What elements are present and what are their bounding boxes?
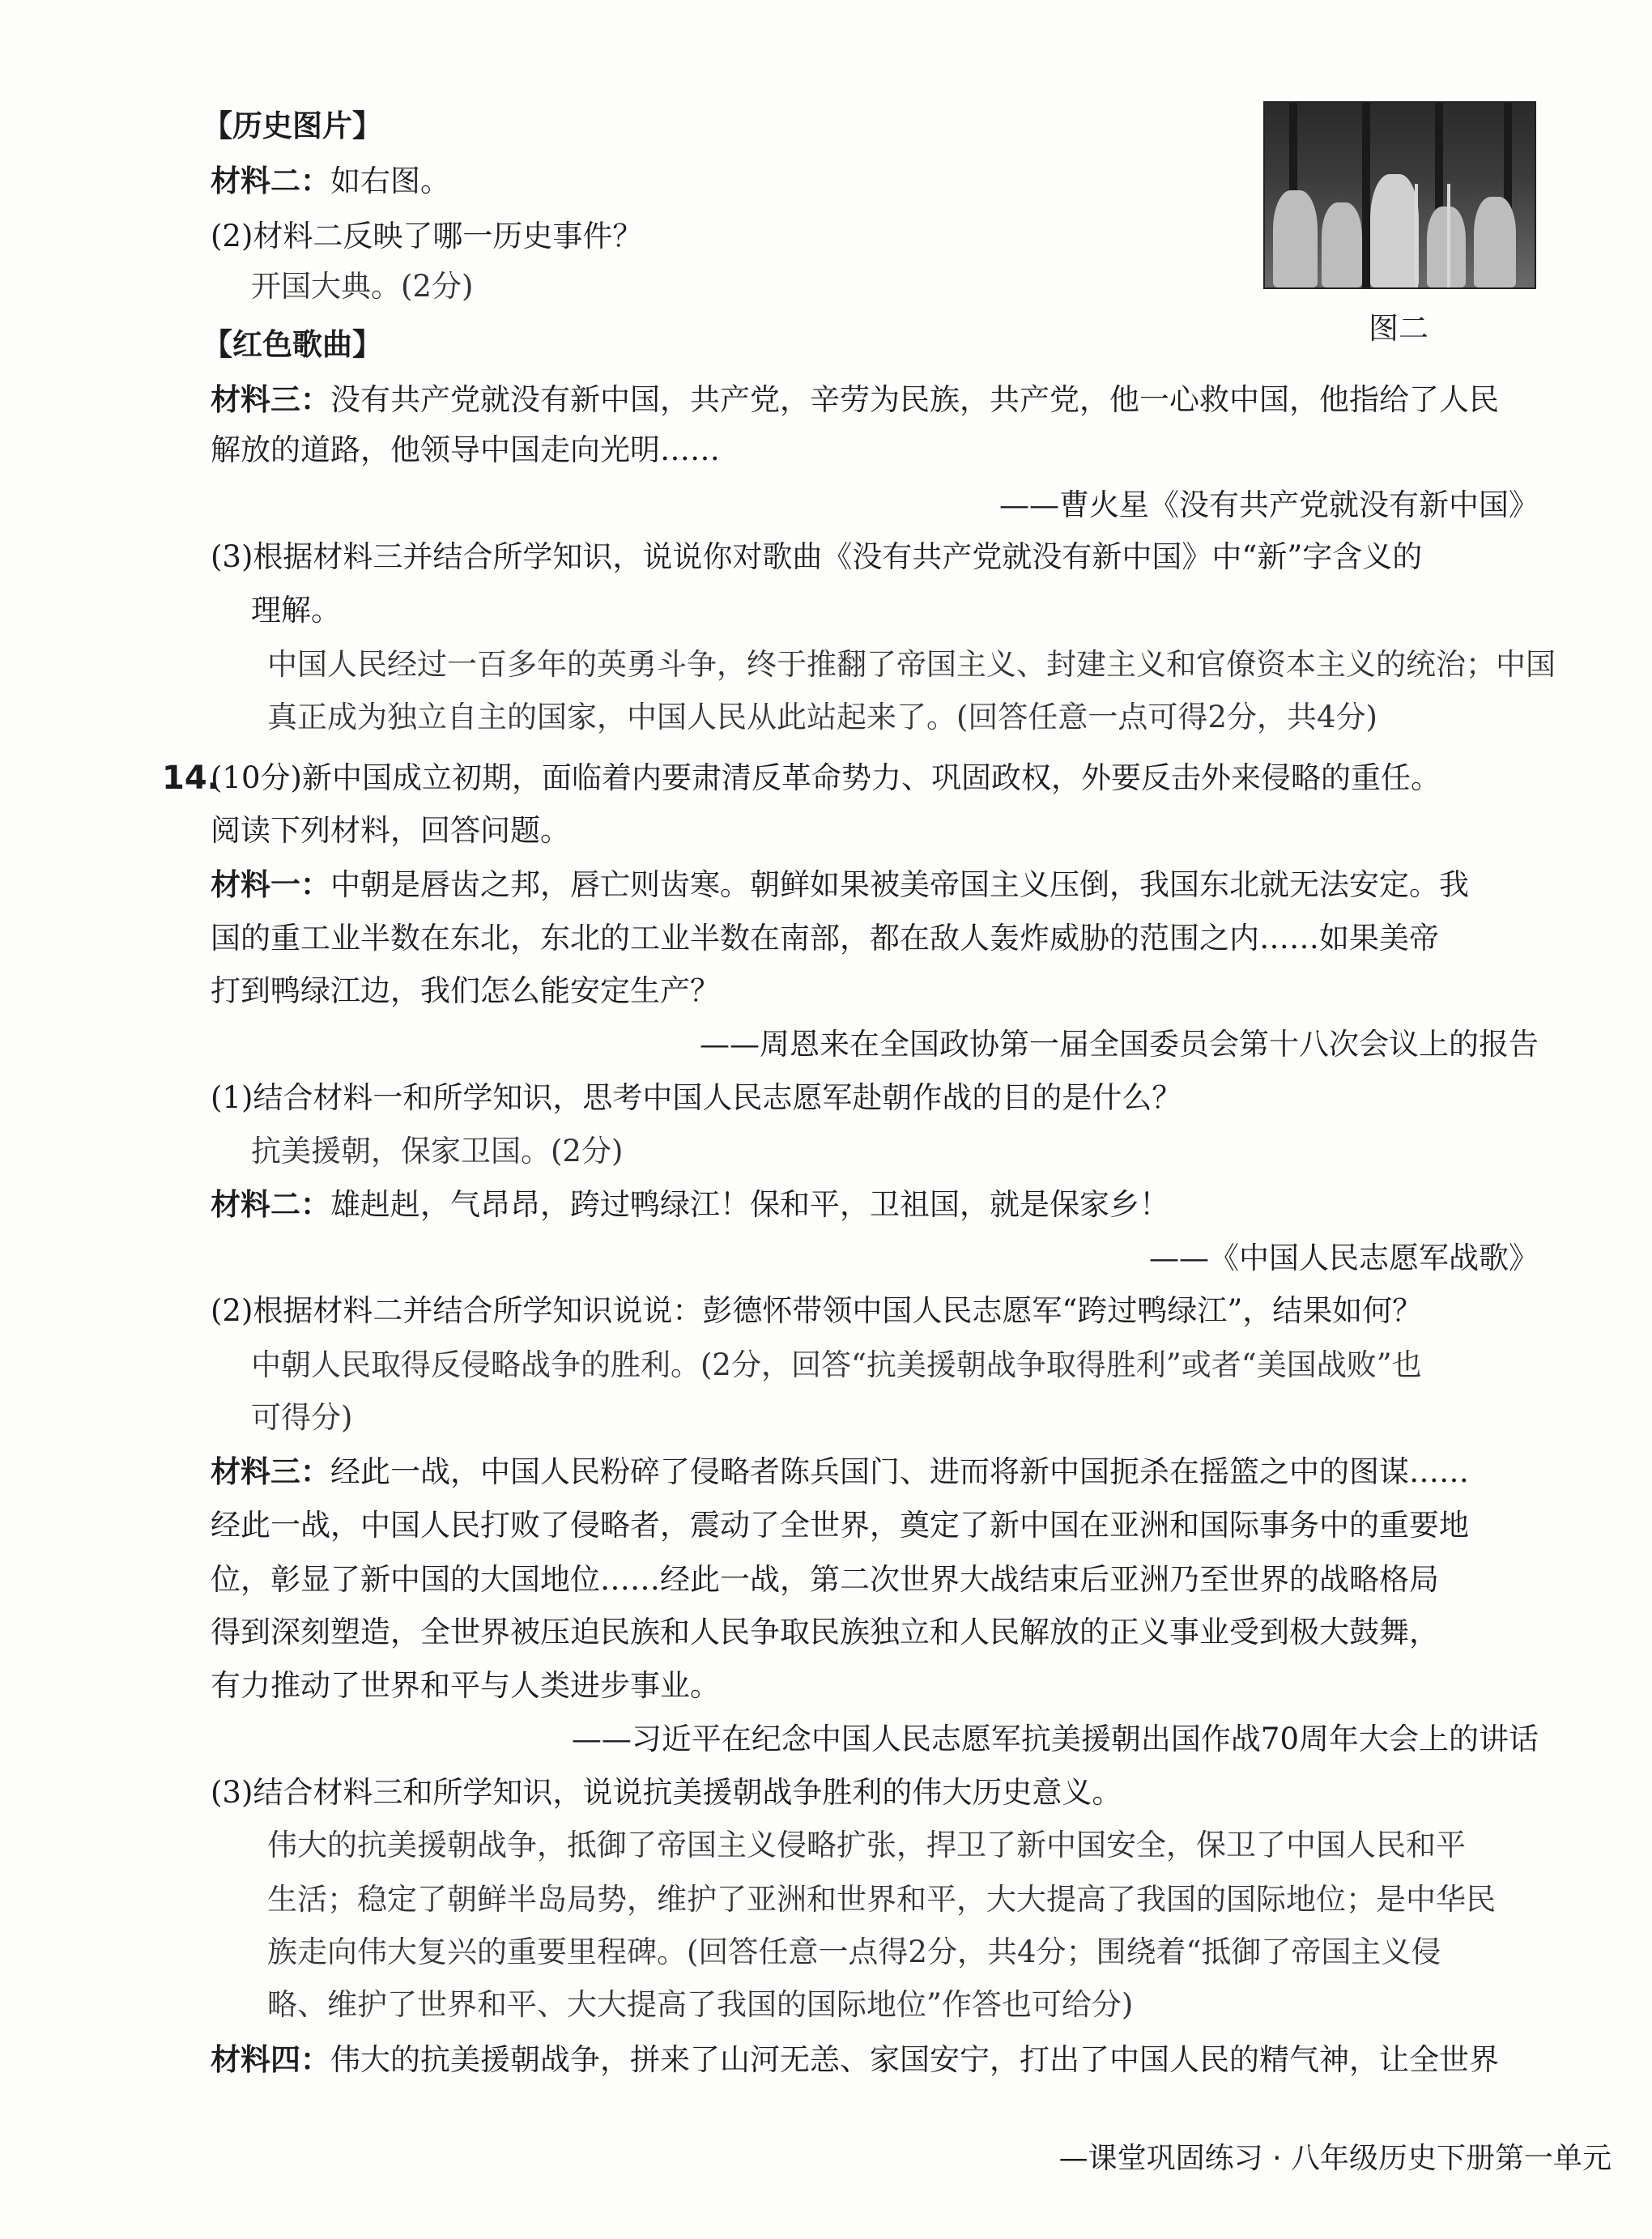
material-label: 材料一：: [211, 867, 330, 902]
material-text: 如右图。: [330, 164, 450, 198]
figure-caption: 图二: [1369, 311, 1428, 346]
question-3-line-2: 理解。: [251, 593, 341, 628]
material-label: 材料二：: [211, 1187, 330, 1222]
q14-material-2-source: ——《中国人民志愿军战歌》: [1149, 1241, 1539, 1275]
q14-question-2: (2)根据材料二并结合所学知识说说：彭德怀带领中国人民志愿军“跨过鸭绿江”，结果如何？: [211, 1293, 1423, 1328]
answer-3-line-1: 中国人民经过一百多年的英勇斗争，终于推翻了帝国主义、封建主义和官僚资本主义的统治；中国: [267, 647, 1556, 682]
q14-question-1: (1)结合材料一和所学知识，思考中国人民志愿军赴朝作战的目的是什么？: [211, 1080, 1182, 1115]
material-3-source: ——曹火星《没有共产党就没有新中国》: [999, 487, 1539, 522]
material-text: 没有共产党就没有新中国，共产党，辛劳为民族，共产党，他一心救中国，他指给了人民: [330, 382, 1499, 417]
material-3-line-1: [211, 379, 1583, 421]
q14-answer-3-line-4: 略、维护了世界和平、大大提高了我国的国际地位”作答也可给分): [267, 1987, 1134, 2022]
q14-material-4-line-1: [211, 2039, 1583, 2081]
material-3-line-2: 解放的道路，他领导中国走向光明……: [211, 432, 720, 467]
material-label: 材料三：: [211, 382, 330, 417]
q14-material-3-line-4: 得到深刻塑造，全世界被压迫民族和人民争取民族独立和人民解放的正义事业受到极大鼓舞，: [211, 1615, 1439, 1649]
q14-answer-3-line-3: 族走向伟大复兴的重要里程碑。(回答任意一点得2分，共4分；围绕着“抵御了帝国主义侵: [267, 1935, 1441, 1969]
question-14-line-1: (10分)新中国成立初期，面临着内要肃清反革命势力、巩固政权，外要反击外来侵略的重任。: [211, 760, 1441, 795]
q14-answer-1: 抗美援朝，保家卫国。(2分): [251, 1134, 624, 1168]
q14-material-3-line-5: 有力推动了世界和平与人类进步事业。: [211, 1668, 720, 1703]
material-text: 中朝是唇齿之邦，唇亡则齿寒。朝鲜如果被美帝国主义压倒，我国东北就无法安定。我: [330, 867, 1469, 902]
q14-material-1-line-3: 打到鸭绿江边，我们怎么能安定生产？: [211, 973, 720, 1008]
material-text: 经此一战，中国人民粉碎了侵略者陈兵国门、进而将新中国扼杀在摇篮之中的图谋……: [330, 1454, 1469, 1489]
q14-answer-2-line-2: 可得分): [251, 1400, 353, 1435]
q14-material-1-line-1: [211, 864, 1583, 906]
q14-material-1-source: ——周恩来在全国政协第一届全国委员会第十八次会议上的报告: [700, 1027, 1539, 1062]
section-heading-history-picture: 【历史图片】: [202, 109, 382, 143]
q14-material-3-line-2: 经此一战，中国人民打败了侵略者，震动了全世界，奠定了新中国在亚洲和国际事务中的重要地: [211, 1508, 1469, 1543]
q14-material-2-line-1: [211, 1184, 1169, 1226]
question-14-number: 14.: [162, 760, 219, 797]
question-14-line-2: 阅读下列材料，回答问题。: [211, 813, 570, 848]
q14-answer-3-line-2: 生活；稳定了朝鲜半岛局势，维护了亚洲和世界和平，大大提高了我国的国际地位；是中华民: [267, 1882, 1496, 1917]
material-2-line: [211, 160, 450, 202]
q14-material-3-line-3: 位，彰显了新中国的大国地位……经此一战，第二次世界大战结束后亚洲乃至世界的战略格局: [211, 1562, 1439, 1597]
q14-material-3-source: ——习近平在纪念中国人民志愿军抗美援朝出国作战70周年大会上的讲话: [571, 1722, 1539, 1756]
section-heading-red-song: 【红色歌曲】: [202, 327, 382, 362]
page-footer: —课堂巩固练习 · 八年级历史下册第一单元: [1058, 2142, 1612, 2175]
material-label: 材料二：: [211, 164, 330, 198]
founding-ceremony-photo: [1263, 101, 1536, 289]
answer-3-line-2: 真正成为独立自主的国家，中国人民从此站起来了。(回答任意一点可得2分，共4分): [267, 700, 1377, 734]
material-text: 伟大的抗美援朝战争，拼来了山河无恙、家国安宁，打出了中国人民的精气神，让全世界: [330, 2042, 1499, 2077]
q14-question-3: (3)结合材料三和所学知识，说说抗美援朝战争胜利的伟大历史意义。: [211, 1775, 1122, 1810]
material-label: 材料四：: [211, 2042, 330, 2077]
answer-2: 开国大典。(2分): [251, 269, 474, 304]
material-label: 材料三：: [211, 1454, 330, 1489]
material-text: 雄赳赳，气昂昂，跨过鸭绿江！保和平，卫祖国，就是保家乡！: [330, 1187, 1169, 1222]
question-2: (2)材料二反映了哪一历史事件？: [211, 219, 643, 253]
q14-material-3-line-1: [211, 1451, 1583, 1493]
q14-answer-3-line-1: 伟大的抗美援朝战争，抵御了帝国主义侵略扩张，捍卫了新中国安全，保卫了中国人民和平: [267, 1828, 1466, 1862]
question-3-line-1: (3)根据材料三并结合所学知识，说说你对歌曲《没有共产党就没有新中国》中“新”字含义的: [211, 539, 1423, 574]
q14-material-1-line-2: 国的重工业半数在东北，东北的工业半数在南部，都在敌人轰炸威胁的范围之内……如果美帝: [211, 921, 1439, 956]
q14-answer-2-line-1: 中朝人民取得反侵略战争的胜利。(2分，回答“抗美援朝战争取得胜利”或者“美国战败”也: [251, 1347, 1422, 1382]
